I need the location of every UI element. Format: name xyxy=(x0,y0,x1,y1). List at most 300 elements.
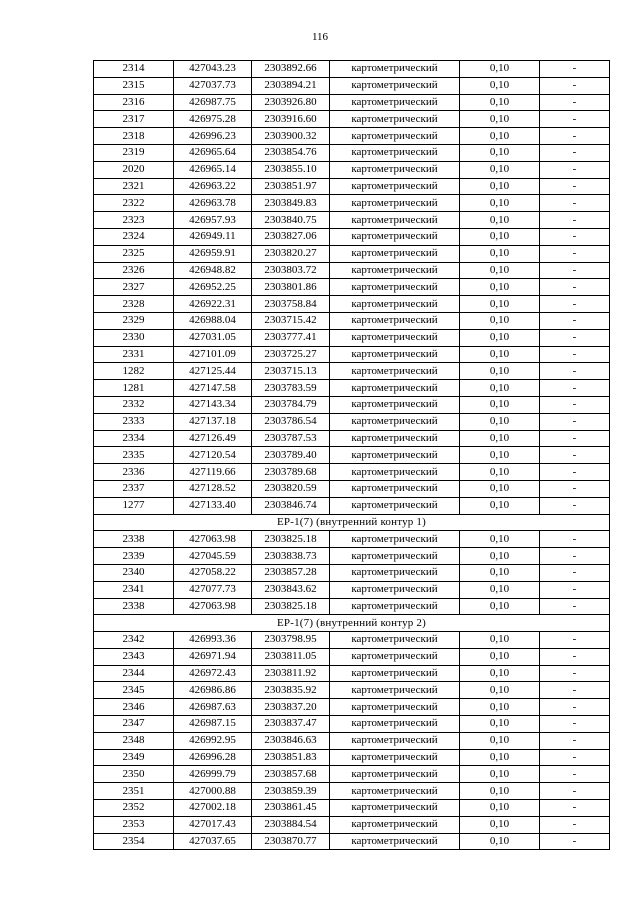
y-coordinate-cell: 2303857.68 xyxy=(252,766,330,783)
method-cell: картометрический xyxy=(330,598,460,615)
point-number-cell: 2317 xyxy=(94,111,174,128)
method-cell: картометрический xyxy=(330,632,460,649)
precision-cell: 0,10 xyxy=(460,833,540,850)
description-cell: - xyxy=(540,648,610,665)
point-number-cell: 2332 xyxy=(94,396,174,413)
precision-cell: 0,10 xyxy=(460,447,540,464)
point-number-cell: 2336 xyxy=(94,464,174,481)
point-number-cell: 2348 xyxy=(94,732,174,749)
x-coordinate-cell: 426963.22 xyxy=(174,178,252,195)
method-cell: картометрический xyxy=(330,312,460,329)
table-row xyxy=(94,598,610,615)
x-coordinate-cell: 426952.25 xyxy=(174,279,252,296)
x-coordinate-cell: 426987.15 xyxy=(174,716,252,733)
description-cell: - xyxy=(540,161,610,178)
method-cell: картометрический xyxy=(330,329,460,346)
table-row xyxy=(94,144,610,161)
point-number-cell: 2326 xyxy=(94,262,174,279)
table-row xyxy=(94,766,610,783)
y-coordinate-cell: 2303777.41 xyxy=(252,329,330,346)
y-coordinate-cell: 2303803.72 xyxy=(252,262,330,279)
description-cell: - xyxy=(540,682,610,699)
description-cell: - xyxy=(540,480,610,497)
point-number-cell: 2346 xyxy=(94,699,174,716)
point-number-cell: 2319 xyxy=(94,144,174,161)
point-number-cell: 2020 xyxy=(94,161,174,178)
x-coordinate-cell: 426996.23 xyxy=(174,128,252,145)
x-coordinate-cell: 427063.98 xyxy=(174,598,252,615)
method-cell: картометрический xyxy=(330,178,460,195)
table-row xyxy=(94,833,610,850)
precision-cell: 0,10 xyxy=(460,648,540,665)
table-row xyxy=(94,816,610,833)
method-cell: картометрический xyxy=(330,716,460,733)
table-row xyxy=(94,480,610,497)
y-coordinate-cell: 2303846.63 xyxy=(252,732,330,749)
precision-cell: 0,10 xyxy=(460,212,540,229)
y-coordinate-cell: 2303811.05 xyxy=(252,648,330,665)
y-coordinate-cell: 2303811.92 xyxy=(252,665,330,682)
x-coordinate-cell: 426987.75 xyxy=(174,94,252,111)
description-cell: - xyxy=(540,430,610,447)
description-cell: - xyxy=(540,665,610,682)
y-coordinate-cell: 2303784.79 xyxy=(252,396,330,413)
point-number-cell: 2344 xyxy=(94,665,174,682)
description-cell: - xyxy=(540,531,610,548)
method-cell: картометрический xyxy=(330,447,460,464)
x-coordinate-cell: 427017.43 xyxy=(174,816,252,833)
table-row xyxy=(94,262,610,279)
point-number-cell: 2321 xyxy=(94,178,174,195)
table-row xyxy=(94,581,610,598)
precision-cell: 0,10 xyxy=(460,464,540,481)
description-cell: - xyxy=(540,212,610,229)
x-coordinate-cell: 426972.43 xyxy=(174,665,252,682)
y-coordinate-cell: 2303787.53 xyxy=(252,430,330,447)
y-coordinate-cell: 2303894.21 xyxy=(252,77,330,94)
point-number-cell: 2350 xyxy=(94,766,174,783)
x-coordinate-cell: 426996.28 xyxy=(174,749,252,766)
precision-cell: 0,10 xyxy=(460,128,540,145)
section-heading-row xyxy=(94,615,610,632)
precision-cell: 0,10 xyxy=(460,111,540,128)
table-row xyxy=(94,380,610,397)
table-row xyxy=(94,632,610,649)
description-cell: - xyxy=(540,581,610,598)
method-cell: картометрический xyxy=(330,749,460,766)
y-coordinate-cell: 2303916.60 xyxy=(252,111,330,128)
description-cell: - xyxy=(540,296,610,313)
method-cell: картометрический xyxy=(330,195,460,212)
table-row xyxy=(94,413,610,430)
table-row xyxy=(94,94,610,111)
point-number-cell: 2353 xyxy=(94,816,174,833)
precision-cell: 0,10 xyxy=(460,279,540,296)
x-coordinate-cell: 427002.18 xyxy=(174,800,252,817)
table-row xyxy=(94,783,610,800)
y-coordinate-cell: 2303870.77 xyxy=(252,833,330,850)
description-cell: - xyxy=(540,548,610,565)
method-cell: картометрический xyxy=(330,548,460,565)
y-coordinate-cell: 2303837.47 xyxy=(252,716,330,733)
description-cell: - xyxy=(540,111,610,128)
point-number-cell: 2338 xyxy=(94,598,174,615)
point-number-cell: 2327 xyxy=(94,279,174,296)
table-row xyxy=(94,648,610,665)
description-cell: - xyxy=(540,783,610,800)
description-cell: - xyxy=(540,94,610,111)
point-number-cell: 2322 xyxy=(94,195,174,212)
description-cell: - xyxy=(540,262,610,279)
method-cell: картометрический xyxy=(330,413,460,430)
precision-cell: 0,10 xyxy=(460,716,540,733)
x-coordinate-cell: 426963.78 xyxy=(174,195,252,212)
x-coordinate-cell: 426988.04 xyxy=(174,312,252,329)
precision-cell: 0,10 xyxy=(460,178,540,195)
precision-cell: 0,10 xyxy=(460,262,540,279)
table-row xyxy=(94,312,610,329)
point-number-cell: 2333 xyxy=(94,413,174,430)
table-row xyxy=(94,716,610,733)
x-coordinate-cell: 426959.91 xyxy=(174,245,252,262)
point-number-cell: 2343 xyxy=(94,648,174,665)
point-number-cell: 2324 xyxy=(94,228,174,245)
table-row xyxy=(94,800,610,817)
x-coordinate-cell: 426957.93 xyxy=(174,212,252,229)
method-cell: картометрический xyxy=(330,833,460,850)
y-coordinate-cell: 2303855.10 xyxy=(252,161,330,178)
point-number-cell: 2349 xyxy=(94,749,174,766)
description-cell: - xyxy=(540,833,610,850)
table-row xyxy=(94,77,610,94)
precision-cell: 0,10 xyxy=(460,531,540,548)
y-coordinate-cell: 2303789.40 xyxy=(252,447,330,464)
point-number-cell: 2325 xyxy=(94,245,174,262)
description-cell: - xyxy=(540,363,610,380)
method-cell: картометрический xyxy=(330,94,460,111)
point-number-cell: 2334 xyxy=(94,430,174,447)
description-cell: - xyxy=(540,228,610,245)
table-row xyxy=(94,363,610,380)
precision-cell: 0,10 xyxy=(460,699,540,716)
point-number-cell: 2328 xyxy=(94,296,174,313)
method-cell: картометрический xyxy=(330,800,460,817)
point-number-cell: 2345 xyxy=(94,682,174,699)
y-coordinate-cell: 2303861.45 xyxy=(252,800,330,817)
table-row xyxy=(94,212,610,229)
description-cell: - xyxy=(540,61,610,78)
x-coordinate-cell: 426949.11 xyxy=(174,228,252,245)
y-coordinate-cell: 2303884.54 xyxy=(252,816,330,833)
point-number-cell: 2337 xyxy=(94,480,174,497)
description-cell: - xyxy=(540,749,610,766)
y-coordinate-cell: 2303838.73 xyxy=(252,548,330,565)
x-coordinate-cell: 427045.59 xyxy=(174,548,252,565)
precision-cell: 0,10 xyxy=(460,144,540,161)
method-cell: картометрический xyxy=(330,816,460,833)
y-coordinate-cell: 2303783.59 xyxy=(252,380,330,397)
point-number-cell: 2335 xyxy=(94,447,174,464)
y-coordinate-cell: 2303851.97 xyxy=(252,178,330,195)
x-coordinate-cell: 426948.82 xyxy=(174,262,252,279)
y-coordinate-cell: 2303786.54 xyxy=(252,413,330,430)
precision-cell: 0,10 xyxy=(460,77,540,94)
coordinates-table xyxy=(93,60,610,850)
x-coordinate-cell: 426965.64 xyxy=(174,144,252,161)
precision-cell: 0,10 xyxy=(460,480,540,497)
y-coordinate-cell: 2303840.75 xyxy=(252,212,330,229)
description-cell: - xyxy=(540,699,610,716)
y-coordinate-cell: 2303851.83 xyxy=(252,749,330,766)
precision-cell: 0,10 xyxy=(460,732,540,749)
point-number-cell: 2330 xyxy=(94,329,174,346)
x-coordinate-cell: 427119.66 xyxy=(174,464,252,481)
method-cell: картометрический xyxy=(330,699,460,716)
description-cell: - xyxy=(540,716,610,733)
description-cell: - xyxy=(540,279,610,296)
precision-cell: 0,10 xyxy=(460,800,540,817)
table-row xyxy=(94,430,610,447)
section-heading: ЕР-1(7) (внутренний контур 1) xyxy=(94,514,610,531)
precision-cell: 0,10 xyxy=(460,816,540,833)
y-coordinate-cell: 2303859.39 xyxy=(252,783,330,800)
page-number: 116 xyxy=(311,31,329,43)
x-coordinate-cell: 426999.79 xyxy=(174,766,252,783)
x-coordinate-cell: 427126.49 xyxy=(174,430,252,447)
precision-cell: 0,10 xyxy=(460,766,540,783)
table-row xyxy=(94,548,610,565)
description-cell: - xyxy=(540,413,610,430)
method-cell: картометрический xyxy=(330,111,460,128)
y-coordinate-cell: 2303725.27 xyxy=(252,346,330,363)
point-number-cell: 2352 xyxy=(94,800,174,817)
precision-cell: 0,10 xyxy=(460,548,540,565)
method-cell: картометрический xyxy=(330,228,460,245)
description-cell: - xyxy=(540,816,610,833)
point-number-cell: 2351 xyxy=(94,783,174,800)
description-cell: - xyxy=(540,598,610,615)
table-row xyxy=(94,161,610,178)
table-row xyxy=(94,396,610,413)
precision-cell: 0,10 xyxy=(460,783,540,800)
y-coordinate-cell: 2303798.95 xyxy=(252,632,330,649)
x-coordinate-cell: 427101.09 xyxy=(174,346,252,363)
point-number-cell: 2314 xyxy=(94,61,174,78)
x-coordinate-cell: 427125.44 xyxy=(174,363,252,380)
x-coordinate-cell: 426975.28 xyxy=(174,111,252,128)
method-cell: картометрический xyxy=(330,380,460,397)
table-row xyxy=(94,464,610,481)
method-cell: картометрический xyxy=(330,732,460,749)
x-coordinate-cell: 427143.34 xyxy=(174,396,252,413)
x-coordinate-cell: 426986.86 xyxy=(174,682,252,699)
table-row xyxy=(94,195,610,212)
method-cell: картометрический xyxy=(330,464,460,481)
description-cell: - xyxy=(540,195,610,212)
precision-cell: 0,10 xyxy=(460,598,540,615)
method-cell: картометрический xyxy=(330,279,460,296)
point-number-cell: 1277 xyxy=(94,497,174,514)
table-row xyxy=(94,346,610,363)
x-coordinate-cell: 427133.40 xyxy=(174,497,252,514)
precision-cell: 0,10 xyxy=(460,497,540,514)
description-cell: - xyxy=(540,564,610,581)
method-cell: картометрический xyxy=(330,665,460,682)
y-coordinate-cell: 2303820.59 xyxy=(252,480,330,497)
method-cell: картометрический xyxy=(330,396,460,413)
method-cell: картометрический xyxy=(330,363,460,380)
table-row xyxy=(94,531,610,548)
precision-cell: 0,10 xyxy=(460,564,540,581)
x-coordinate-cell: 426922.31 xyxy=(174,296,252,313)
point-number-cell: 1281 xyxy=(94,380,174,397)
table-row xyxy=(94,699,610,716)
precision-cell: 0,10 xyxy=(460,632,540,649)
table-row xyxy=(94,128,610,145)
method-cell: картометрический xyxy=(330,212,460,229)
description-cell: - xyxy=(540,380,610,397)
y-coordinate-cell: 2303837.20 xyxy=(252,699,330,716)
precision-cell: 0,10 xyxy=(460,363,540,380)
point-number-cell: 2339 xyxy=(94,548,174,565)
method-cell: картометрический xyxy=(330,783,460,800)
description-cell: - xyxy=(540,128,610,145)
method-cell: картометрический xyxy=(330,531,460,548)
precision-cell: 0,10 xyxy=(460,346,540,363)
section-heading-row xyxy=(94,514,610,531)
point-number-cell: 2323 xyxy=(94,212,174,229)
precision-cell: 0,10 xyxy=(460,749,540,766)
y-coordinate-cell: 2303846.74 xyxy=(252,497,330,514)
x-coordinate-cell: 427077.73 xyxy=(174,581,252,598)
table-row xyxy=(94,447,610,464)
precision-cell: 0,10 xyxy=(460,161,540,178)
precision-cell: 0,10 xyxy=(460,396,540,413)
y-coordinate-cell: 2303715.13 xyxy=(252,363,330,380)
section-heading: ЕР-1(7) (внутренний контур 2) xyxy=(94,615,610,632)
point-number-cell: 2341 xyxy=(94,581,174,598)
table-row xyxy=(94,228,610,245)
method-cell: картометрический xyxy=(330,296,460,313)
point-number-cell: 1282 xyxy=(94,363,174,380)
x-coordinate-cell: 427147.58 xyxy=(174,380,252,397)
table-row xyxy=(94,329,610,346)
description-cell: - xyxy=(540,800,610,817)
y-coordinate-cell: 2303758.84 xyxy=(252,296,330,313)
method-cell: картометрический xyxy=(330,77,460,94)
y-coordinate-cell: 2303843.62 xyxy=(252,581,330,598)
y-coordinate-cell: 2303857.28 xyxy=(252,564,330,581)
y-coordinate-cell: 2303900.32 xyxy=(252,128,330,145)
y-coordinate-cell: 2303926.80 xyxy=(252,94,330,111)
method-cell: картометрический xyxy=(330,581,460,598)
description-cell: - xyxy=(540,447,610,464)
method-cell: картометрический xyxy=(330,144,460,161)
description-cell: - xyxy=(540,497,610,514)
y-coordinate-cell: 2303820.27 xyxy=(252,245,330,262)
description-cell: - xyxy=(540,346,610,363)
x-coordinate-cell: 427058.22 xyxy=(174,564,252,581)
method-cell: картометрический xyxy=(330,648,460,665)
table-row xyxy=(94,245,610,262)
method-cell: картометрический xyxy=(330,497,460,514)
x-coordinate-cell: 426965.14 xyxy=(174,161,252,178)
table-row xyxy=(94,732,610,749)
description-cell: - xyxy=(540,245,610,262)
point-number-cell: 2354 xyxy=(94,833,174,850)
method-cell: картометрический xyxy=(330,564,460,581)
description-cell: - xyxy=(540,396,610,413)
y-coordinate-cell: 2303825.18 xyxy=(252,531,330,548)
x-coordinate-cell: 427000.88 xyxy=(174,783,252,800)
method-cell: картометрический xyxy=(330,128,460,145)
precision-cell: 0,10 xyxy=(460,94,540,111)
description-cell: - xyxy=(540,632,610,649)
table-row xyxy=(94,296,610,313)
table-row xyxy=(94,61,610,78)
description-cell: - xyxy=(540,329,610,346)
precision-cell: 0,10 xyxy=(460,665,540,682)
method-cell: картометрический xyxy=(330,682,460,699)
description-cell: - xyxy=(540,766,610,783)
method-cell: картометрический xyxy=(330,766,460,783)
table-row xyxy=(94,497,610,514)
precision-cell: 0,10 xyxy=(460,245,540,262)
precision-cell: 0,10 xyxy=(460,61,540,78)
coordinates-table-body xyxy=(94,61,610,850)
precision-cell: 0,10 xyxy=(460,312,540,329)
method-cell: картометрический xyxy=(330,480,460,497)
precision-cell: 0,10 xyxy=(460,581,540,598)
x-coordinate-cell: 427037.65 xyxy=(174,833,252,850)
precision-cell: 0,10 xyxy=(460,413,540,430)
x-coordinate-cell: 427063.98 xyxy=(174,531,252,548)
table-row xyxy=(94,682,610,699)
x-coordinate-cell: 426993.36 xyxy=(174,632,252,649)
y-coordinate-cell: 2303827.06 xyxy=(252,228,330,245)
y-coordinate-cell: 2303849.83 xyxy=(252,195,330,212)
point-number-cell: 2331 xyxy=(94,346,174,363)
x-coordinate-cell: 427128.52 xyxy=(174,480,252,497)
x-coordinate-cell: 427120.54 xyxy=(174,447,252,464)
description-cell: - xyxy=(540,144,610,161)
table-row xyxy=(94,279,610,296)
point-number-cell: 2342 xyxy=(94,632,174,649)
point-number-cell: 2338 xyxy=(94,531,174,548)
method-cell: картометрический xyxy=(330,61,460,78)
x-coordinate-cell: 426992.95 xyxy=(174,732,252,749)
description-cell: - xyxy=(540,178,610,195)
table-row xyxy=(94,749,610,766)
method-cell: картометрический xyxy=(330,245,460,262)
x-coordinate-cell: 427043.23 xyxy=(174,61,252,78)
x-coordinate-cell: 426987.63 xyxy=(174,699,252,716)
y-coordinate-cell: 2303892.66 xyxy=(252,61,330,78)
point-number-cell: 2340 xyxy=(94,564,174,581)
precision-cell: 0,10 xyxy=(460,380,540,397)
x-coordinate-cell: 427037.73 xyxy=(174,77,252,94)
description-cell: - xyxy=(540,732,610,749)
y-coordinate-cell: 2303825.18 xyxy=(252,598,330,615)
precision-cell: 0,10 xyxy=(460,682,540,699)
y-coordinate-cell: 2303835.92 xyxy=(252,682,330,699)
precision-cell: 0,10 xyxy=(460,296,540,313)
x-coordinate-cell: 427137.18 xyxy=(174,413,252,430)
point-number-cell: 2318 xyxy=(94,128,174,145)
y-coordinate-cell: 2303801.86 xyxy=(252,279,330,296)
method-cell: картометрический xyxy=(330,430,460,447)
point-number-cell: 2316 xyxy=(94,94,174,111)
